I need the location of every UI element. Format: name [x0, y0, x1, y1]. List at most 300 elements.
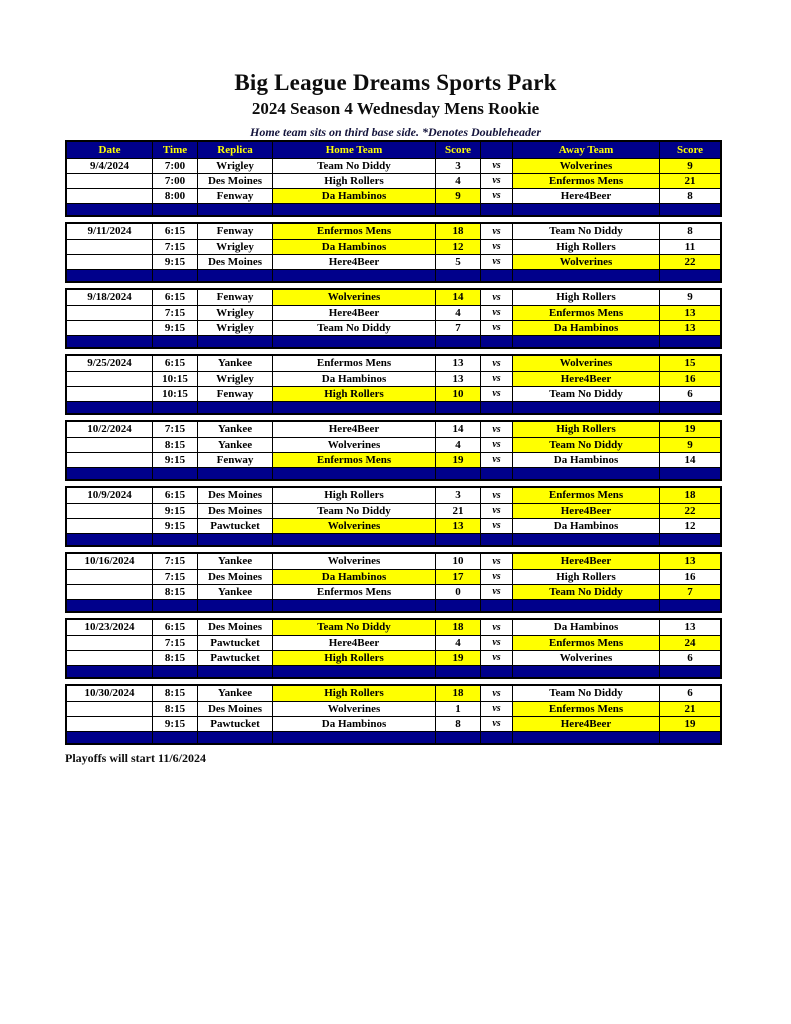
home-team-cell: Wolverines — [272, 519, 435, 533]
away-team-cell: Team No Diddy — [512, 387, 659, 401]
replica-cell: Pawtucket — [197, 651, 272, 665]
separator-row — [67, 335, 720, 347]
away-team-cell: High Rollers — [512, 290, 659, 305]
home-team-cell: Da Hambinos — [272, 372, 435, 386]
home-team-cell: Da Hambinos — [272, 240, 435, 254]
date-cell — [67, 189, 152, 203]
date-cell: 9/25/2024 — [67, 356, 152, 371]
replica-cell: Wrigley — [197, 240, 272, 254]
vs-cell: vs — [480, 306, 512, 320]
time-cell: 6:15 — [152, 488, 197, 503]
home-team-cell: Enfermos Mens — [272, 224, 435, 239]
separator-row — [67, 731, 720, 743]
separator-cell — [152, 402, 197, 413]
vs-cell: vs — [480, 504, 512, 518]
separator-cell — [659, 534, 720, 545]
separator-cell — [480, 534, 512, 545]
home-score-cell: 18 — [435, 686, 480, 701]
replica-cell: Yankee — [197, 422, 272, 437]
separator-cell — [480, 666, 512, 677]
separator-cell — [67, 270, 152, 281]
week-block — [65, 354, 722, 415]
date-cell — [67, 717, 152, 731]
home-team-cell: Team No Diddy — [272, 504, 435, 518]
game-row — [67, 239, 720, 254]
away-team-cell: Da Hambinos — [512, 321, 659, 335]
away-team-cell: Enfermos Mens — [512, 702, 659, 716]
separator-cell — [197, 468, 272, 479]
separator-cell — [659, 732, 720, 743]
page-subtitle: 2024 Season 4 Wednesday Mens Rookie — [251, 99, 540, 118]
date-cell — [67, 438, 152, 452]
time-cell: 7:15 — [152, 306, 197, 320]
separator-cell — [67, 204, 152, 215]
away-team-cell: Da Hambinos — [512, 519, 659, 533]
away-score-cell: 22 — [659, 504, 720, 518]
time-cell: 8:15 — [152, 686, 197, 701]
away-team-cell: Enfermos Mens — [512, 636, 659, 650]
separator-cell — [152, 600, 197, 611]
away-team-cell: Enfermos Mens — [512, 174, 659, 188]
header-cell-time-cell: Time — [152, 142, 197, 158]
home-team-cell: Here4Beer — [272, 306, 435, 320]
replica-cell: Yankee — [197, 686, 272, 701]
separator-cell — [152, 534, 197, 545]
away-team-cell: Da Hambinos — [512, 453, 659, 467]
replica-cell: Yankee — [197, 356, 272, 371]
separator-row — [67, 665, 720, 677]
playoffs-note: Playoffs will start 11/6/2024 — [65, 751, 206, 765]
home-score-cell: 21 — [435, 504, 480, 518]
vs-cell: vs — [480, 255, 512, 269]
time-cell: 7:15 — [152, 422, 197, 437]
date-cell — [67, 321, 152, 335]
vs-cell: vs — [480, 290, 512, 305]
away-team-cell: Team No Diddy — [512, 224, 659, 239]
home-score-cell: 5 — [435, 255, 480, 269]
separator-cell — [272, 336, 435, 347]
home-team-cell: Team No Diddy — [272, 321, 435, 335]
replica-cell: Fenway — [197, 387, 272, 401]
vs-cell: vs — [480, 321, 512, 335]
date-cell — [67, 570, 152, 584]
home-score-cell: 19 — [435, 651, 480, 665]
vs-cell: vs — [480, 422, 512, 437]
home-team-cell: Here4Beer — [272, 422, 435, 437]
week-block — [65, 140, 722, 217]
separator-cell — [512, 600, 659, 611]
home-score-cell: 4 — [435, 174, 480, 188]
home-score-cell: 3 — [435, 488, 480, 503]
separator-cell — [67, 468, 152, 479]
away-score-cell: 9 — [659, 438, 720, 452]
away-score-cell: 13 — [659, 321, 720, 335]
date-cell — [67, 453, 152, 467]
away-team-cell: Enfermos Mens — [512, 488, 659, 503]
date-cell — [67, 651, 152, 665]
home-score-cell: 4 — [435, 636, 480, 650]
separator-cell — [435, 600, 480, 611]
away-score-cell: 24 — [659, 636, 720, 650]
time-cell: 10:15 — [152, 387, 197, 401]
replica-cell: Des Moines — [197, 504, 272, 518]
separator-cell — [659, 204, 720, 215]
week-block — [65, 684, 722, 745]
header-cell-replica-cell: Replica — [197, 142, 272, 158]
away-score-cell: 8 — [659, 224, 720, 239]
date-cell: 9/11/2024 — [67, 224, 152, 239]
away-score-cell: 9 — [659, 290, 720, 305]
time-cell: 10:15 — [152, 372, 197, 386]
home-score-cell: 3 — [435, 159, 480, 173]
date-cell — [67, 306, 152, 320]
home-team-cell: High Rollers — [272, 488, 435, 503]
home-score-cell: 8 — [435, 717, 480, 731]
time-cell: 8:15 — [152, 651, 197, 665]
home-team-cell: High Rollers — [272, 686, 435, 701]
away-score-cell: 6 — [659, 651, 720, 665]
game-row — [67, 188, 720, 203]
away-team-cell: Da Hambinos — [512, 620, 659, 635]
replica-cell: Wrigley — [197, 321, 272, 335]
away-team-cell: Team No Diddy — [512, 438, 659, 452]
game-row — [67, 305, 720, 320]
separator-cell — [659, 666, 720, 677]
separator-cell — [512, 468, 659, 479]
game-row — [67, 371, 720, 386]
separator-cell — [480, 732, 512, 743]
separator-cell — [197, 270, 272, 281]
home-score-cell: 1 — [435, 702, 480, 716]
away-team-cell: Wolverines — [512, 651, 659, 665]
away-score-cell: 15 — [659, 356, 720, 371]
home-team-cell: Here4Beer — [272, 636, 435, 650]
home-score-cell: 4 — [435, 438, 480, 452]
week-block — [65, 288, 722, 349]
replica-cell: Des Moines — [197, 255, 272, 269]
home-team-cell: High Rollers — [272, 387, 435, 401]
separator-cell — [197, 204, 272, 215]
vs-cell: vs — [480, 620, 512, 635]
separator-cell — [67, 402, 152, 413]
time-cell: 8:00 — [152, 189, 197, 203]
separator-cell — [435, 666, 480, 677]
date-cell — [67, 255, 152, 269]
vs-cell: vs — [480, 488, 512, 503]
away-team-cell: Here4Beer — [512, 189, 659, 203]
time-cell: 6:15 — [152, 290, 197, 305]
separator-cell — [67, 732, 152, 743]
away-team-cell: Here4Beer — [512, 554, 659, 569]
away-score-cell: 13 — [659, 306, 720, 320]
replica-cell: Yankee — [197, 438, 272, 452]
separator-cell — [152, 204, 197, 215]
time-cell: 9:15 — [152, 321, 197, 335]
game-row — [67, 554, 720, 569]
separator-cell — [67, 600, 152, 611]
home-team-cell: Wolverines — [272, 290, 435, 305]
away-team-cell: Team No Diddy — [512, 686, 659, 701]
time-cell: 7:00 — [152, 159, 197, 173]
vs-cell: vs — [480, 554, 512, 569]
home-team-cell: Da Hambinos — [272, 189, 435, 203]
replica-cell: Fenway — [197, 290, 272, 305]
date-cell — [67, 504, 152, 518]
vs-cell: vs — [480, 636, 512, 650]
away-score-cell: 7 — [659, 585, 720, 599]
away-score-cell: 14 — [659, 453, 720, 467]
time-cell: 7:15 — [152, 570, 197, 584]
away-score-cell: 19 — [659, 717, 720, 731]
date-cell: 10/2/2024 — [67, 422, 152, 437]
home-team-cell: Wolverines — [272, 554, 435, 569]
game-row — [67, 584, 720, 599]
game-row — [67, 320, 720, 335]
separator-cell — [272, 534, 435, 545]
separator-cell — [435, 732, 480, 743]
away-score-cell: 19 — [659, 422, 720, 437]
time-cell: 6:15 — [152, 224, 197, 239]
game-row — [67, 686, 720, 701]
separator-cell — [197, 534, 272, 545]
away-score-cell: 11 — [659, 240, 720, 254]
home-team-cell: Wolverines — [272, 702, 435, 716]
home-score-cell: 0 — [435, 585, 480, 599]
vs-cell: vs — [480, 585, 512, 599]
date-cell: 10/9/2024 — [67, 488, 152, 503]
vs-cell: vs — [480, 438, 512, 452]
game-row — [67, 173, 720, 188]
time-cell: 9:15 — [152, 255, 197, 269]
separator-cell — [197, 336, 272, 347]
separator-cell — [480, 468, 512, 479]
away-score-cell: 8 — [659, 189, 720, 203]
away-team-cell: Here4Beer — [512, 372, 659, 386]
time-cell: 7:15 — [152, 636, 197, 650]
separator-row — [67, 533, 720, 545]
away-team-cell: Here4Beer — [512, 717, 659, 731]
date-cell — [67, 174, 152, 188]
vs-cell: vs — [480, 356, 512, 371]
week-block — [65, 552, 722, 613]
separator-cell — [435, 204, 480, 215]
time-cell: 9:15 — [152, 717, 197, 731]
header-cell-away-team-cell: Away Team — [512, 142, 659, 158]
replica-cell: Pawtucket — [197, 636, 272, 650]
away-score-cell: 12 — [659, 519, 720, 533]
away-score-cell: 9 — [659, 159, 720, 173]
page-note: Home team sits on third base side. *Denotes Doubleheader — [250, 125, 541, 139]
vs-cell: vs — [480, 159, 512, 173]
game-row — [67, 569, 720, 584]
time-cell: 6:15 — [152, 620, 197, 635]
date-cell — [67, 702, 152, 716]
separator-cell — [67, 666, 152, 677]
header-cell-vs-cell — [480, 142, 512, 158]
separator-cell — [197, 666, 272, 677]
away-team-cell: Wolverines — [512, 159, 659, 173]
game-row — [67, 650, 720, 665]
date-cell — [67, 585, 152, 599]
away-team-cell: High Rollers — [512, 570, 659, 584]
time-cell: 9:15 — [152, 504, 197, 518]
page-title: Big League Dreams Sports Park — [234, 70, 557, 95]
separator-cell — [512, 336, 659, 347]
away-team-cell: Here4Beer — [512, 504, 659, 518]
replica-cell: Yankee — [197, 585, 272, 599]
home-team-cell: Enfermos Mens — [272, 356, 435, 371]
home-score-cell: 10 — [435, 387, 480, 401]
separator-cell — [512, 204, 659, 215]
separator-cell — [272, 402, 435, 413]
date-cell — [67, 240, 152, 254]
home-team-cell: Wolverines — [272, 438, 435, 452]
week-block — [65, 618, 722, 679]
time-cell: 7:00 — [152, 174, 197, 188]
separator-cell — [512, 270, 659, 281]
header-cell-home-score-cell: Score — [435, 142, 480, 158]
vs-cell: vs — [480, 372, 512, 386]
replica-cell: Fenway — [197, 189, 272, 203]
separator-row — [67, 599, 720, 611]
table-header-row — [67, 142, 720, 158]
separator-cell — [435, 468, 480, 479]
home-score-cell: 17 — [435, 570, 480, 584]
home-score-cell: 13 — [435, 356, 480, 371]
away-team-cell: High Rollers — [512, 422, 659, 437]
away-score-cell: 16 — [659, 570, 720, 584]
game-row — [67, 224, 720, 239]
separator-cell — [480, 336, 512, 347]
header-cell-away-score-cell: Score — [659, 142, 720, 158]
home-score-cell: 14 — [435, 290, 480, 305]
separator-cell — [659, 468, 720, 479]
separator-cell — [512, 732, 659, 743]
replica-cell: Fenway — [197, 453, 272, 467]
time-cell: 8:15 — [152, 438, 197, 452]
separator-cell — [272, 270, 435, 281]
separator-cell — [512, 402, 659, 413]
replica-cell: Fenway — [197, 224, 272, 239]
home-score-cell: 9 — [435, 189, 480, 203]
separator-row — [67, 203, 720, 215]
date-cell — [67, 636, 152, 650]
home-team-cell: Enfermos Mens — [272, 585, 435, 599]
replica-cell: Wrigley — [197, 306, 272, 320]
away-score-cell: 6 — [659, 387, 720, 401]
home-score-cell: 13 — [435, 519, 480, 533]
away-score-cell: 13 — [659, 620, 720, 635]
week-block — [65, 486, 722, 547]
schedule-table — [65, 140, 722, 766]
separator-cell — [197, 402, 272, 413]
replica-cell: Yankee — [197, 554, 272, 569]
week-block — [65, 222, 722, 283]
game-row — [67, 701, 720, 716]
vs-cell: vs — [480, 570, 512, 584]
separator-cell — [272, 204, 435, 215]
date-cell: 9/4/2024 — [67, 159, 152, 173]
home-team-cell: High Rollers — [272, 174, 435, 188]
vs-cell: vs — [480, 686, 512, 701]
separator-cell — [480, 270, 512, 281]
separator-row — [67, 401, 720, 413]
game-row — [67, 620, 720, 635]
game-row — [67, 254, 720, 269]
separator-cell — [480, 402, 512, 413]
separator-cell — [435, 534, 480, 545]
replica-cell: Des Moines — [197, 488, 272, 503]
home-score-cell: 13 — [435, 372, 480, 386]
time-cell: 8:15 — [152, 585, 197, 599]
away-score-cell: 22 — [659, 255, 720, 269]
away-team-cell: Wolverines — [512, 255, 659, 269]
separator-cell — [659, 336, 720, 347]
replica-cell: Des Moines — [197, 570, 272, 584]
date-cell: 10/16/2024 — [67, 554, 152, 569]
vs-cell: vs — [480, 453, 512, 467]
away-score-cell: 18 — [659, 488, 720, 503]
home-score-cell: 4 — [435, 306, 480, 320]
separator-cell — [512, 534, 659, 545]
replica-cell: Pawtucket — [197, 519, 272, 533]
separator-cell — [659, 402, 720, 413]
separator-cell — [152, 732, 197, 743]
date-cell — [67, 387, 152, 401]
home-score-cell: 7 — [435, 321, 480, 335]
away-team-cell: High Rollers — [512, 240, 659, 254]
home-team-cell: Da Hambinos — [272, 570, 435, 584]
vs-cell: vs — [480, 189, 512, 203]
away-team-cell: Enfermos Mens — [512, 306, 659, 320]
game-row — [67, 437, 720, 452]
game-row — [67, 422, 720, 437]
vs-cell: vs — [480, 240, 512, 254]
date-cell — [67, 372, 152, 386]
separator-cell — [512, 666, 659, 677]
date-cell: 9/18/2024 — [67, 290, 152, 305]
header-cell-home-team-cell: Home Team — [272, 142, 435, 158]
home-team-cell: Enfermos Mens — [272, 453, 435, 467]
replica-cell: Des Moines — [197, 620, 272, 635]
away-score-cell: 21 — [659, 174, 720, 188]
separator-cell — [152, 666, 197, 677]
separator-cell — [67, 336, 152, 347]
separator-cell — [659, 270, 720, 281]
time-cell: 9:15 — [152, 453, 197, 467]
game-row — [67, 488, 720, 503]
home-score-cell: 12 — [435, 240, 480, 254]
home-team-cell: Team No Diddy — [272, 620, 435, 635]
replica-cell: Pawtucket — [197, 717, 272, 731]
separator-cell — [272, 732, 435, 743]
separator-cell — [435, 270, 480, 281]
date-cell — [67, 519, 152, 533]
replica-cell: Des Moines — [197, 702, 272, 716]
vs-cell: vs — [480, 224, 512, 239]
vs-cell: vs — [480, 651, 512, 665]
home-score-cell: 18 — [435, 620, 480, 635]
separator-cell — [272, 468, 435, 479]
header-cell-date-cell: Date — [67, 142, 152, 158]
date-cell: 10/30/2024 — [67, 686, 152, 701]
separator-cell — [197, 732, 272, 743]
game-row — [67, 503, 720, 518]
game-row — [67, 452, 720, 467]
vs-cell: vs — [480, 519, 512, 533]
separator-cell — [480, 600, 512, 611]
separator-cell — [435, 402, 480, 413]
